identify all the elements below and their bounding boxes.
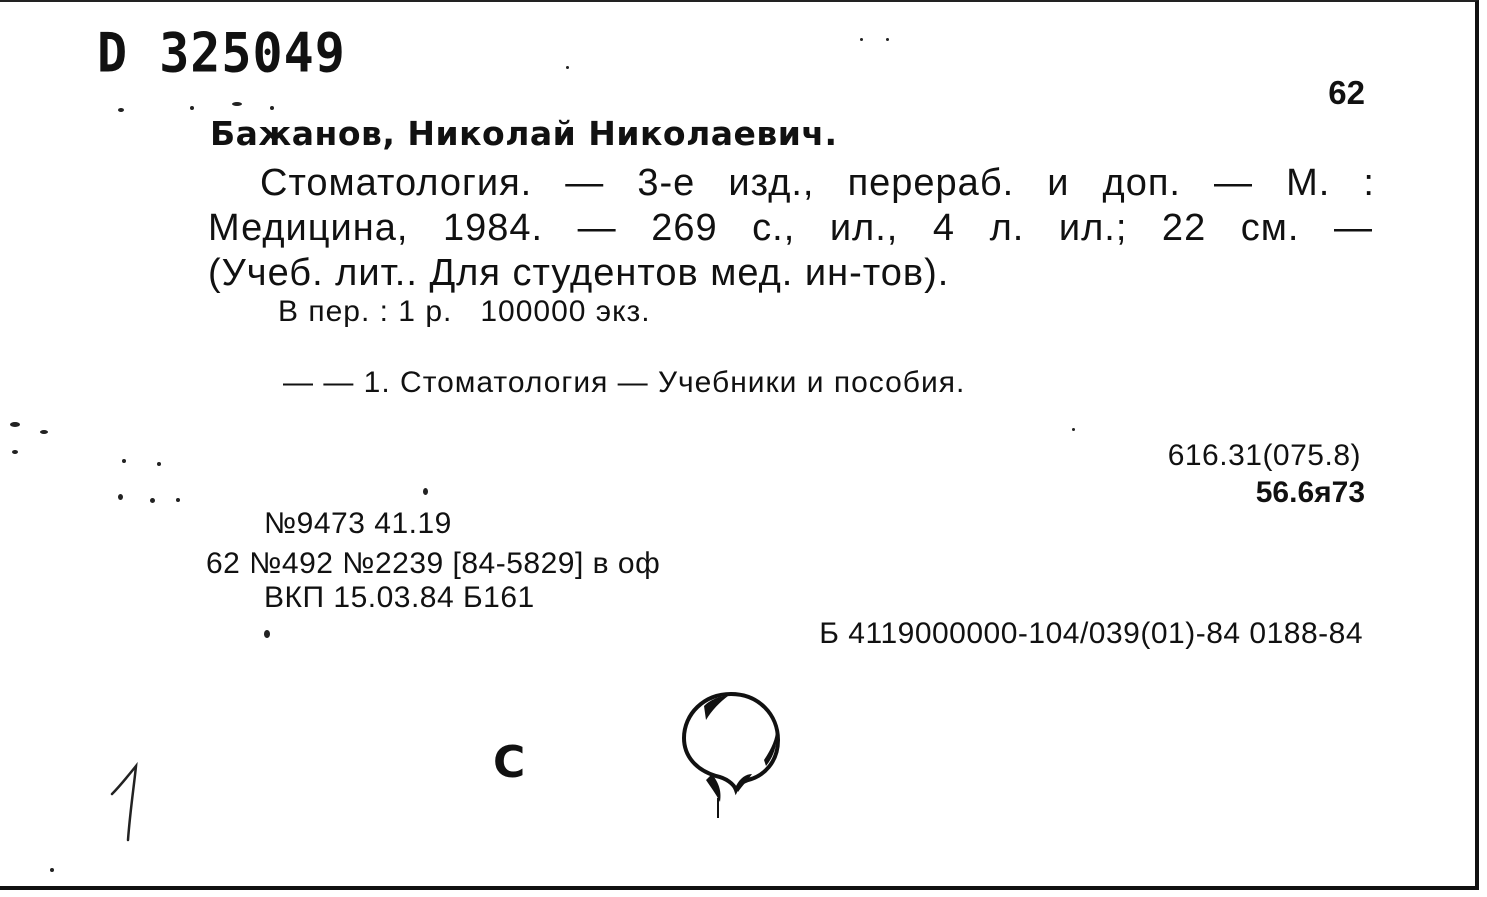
title-line-2: Медицина, 1984. — 269 с., ил., 4 л. ил.; 22 см. — [208, 207, 1373, 249]
title-line-1: Стоматология. — 3-е изд., перераб. и доп. — М. : [260, 162, 1375, 204]
speck [176, 498, 180, 502]
bullet-dot [264, 630, 270, 638]
card-number: 62 [1328, 74, 1365, 111]
speck [50, 868, 54, 872]
speck [1072, 428, 1075, 431]
tech-line-1: №9473 41.19 [264, 507, 452, 540]
circle-stamp-icon [676, 690, 786, 825]
stamp-letter: С [493, 737, 526, 788]
speck [232, 102, 242, 106]
isbn-line: Б 4119000000-104/039(01)-84 0188-84 [819, 617, 1363, 650]
speck [118, 108, 124, 112]
speck [118, 494, 123, 500]
tech-line-2: 62 №492 №2239 [84-5829] в оф [206, 547, 661, 580]
speck [270, 106, 274, 110]
speck [122, 459, 126, 463]
inventory-number: D 325049 [97, 22, 346, 85]
bbk-classification: 56.6я73 [1255, 476, 1365, 509]
speck [886, 38, 889, 41]
speck [10, 422, 20, 427]
speck [190, 106, 194, 110]
speck [12, 450, 18, 454]
tech-line-3: ВКП 15.03.84 Б161 [264, 581, 535, 614]
handwritten-one-mark [108, 764, 148, 844]
title-line-3: (Учеб. лит.. Для студентов мед. ин-тов). [208, 252, 950, 294]
speck [423, 488, 428, 495]
price-and-print-run: В пер. : 1 р. 100000 экз. [278, 295, 651, 328]
speck [860, 38, 863, 41]
author-heading: Бажанов, Николай Николаевич. [210, 114, 838, 153]
speck [150, 498, 155, 503]
speck [157, 462, 161, 466]
udc-classification: 616.31(075.8) [1167, 439, 1361, 472]
speck [566, 66, 569, 69]
speck [40, 430, 48, 434]
subject-heading: — — 1. Стоматология — Учебники и пособия. [283, 366, 966, 399]
